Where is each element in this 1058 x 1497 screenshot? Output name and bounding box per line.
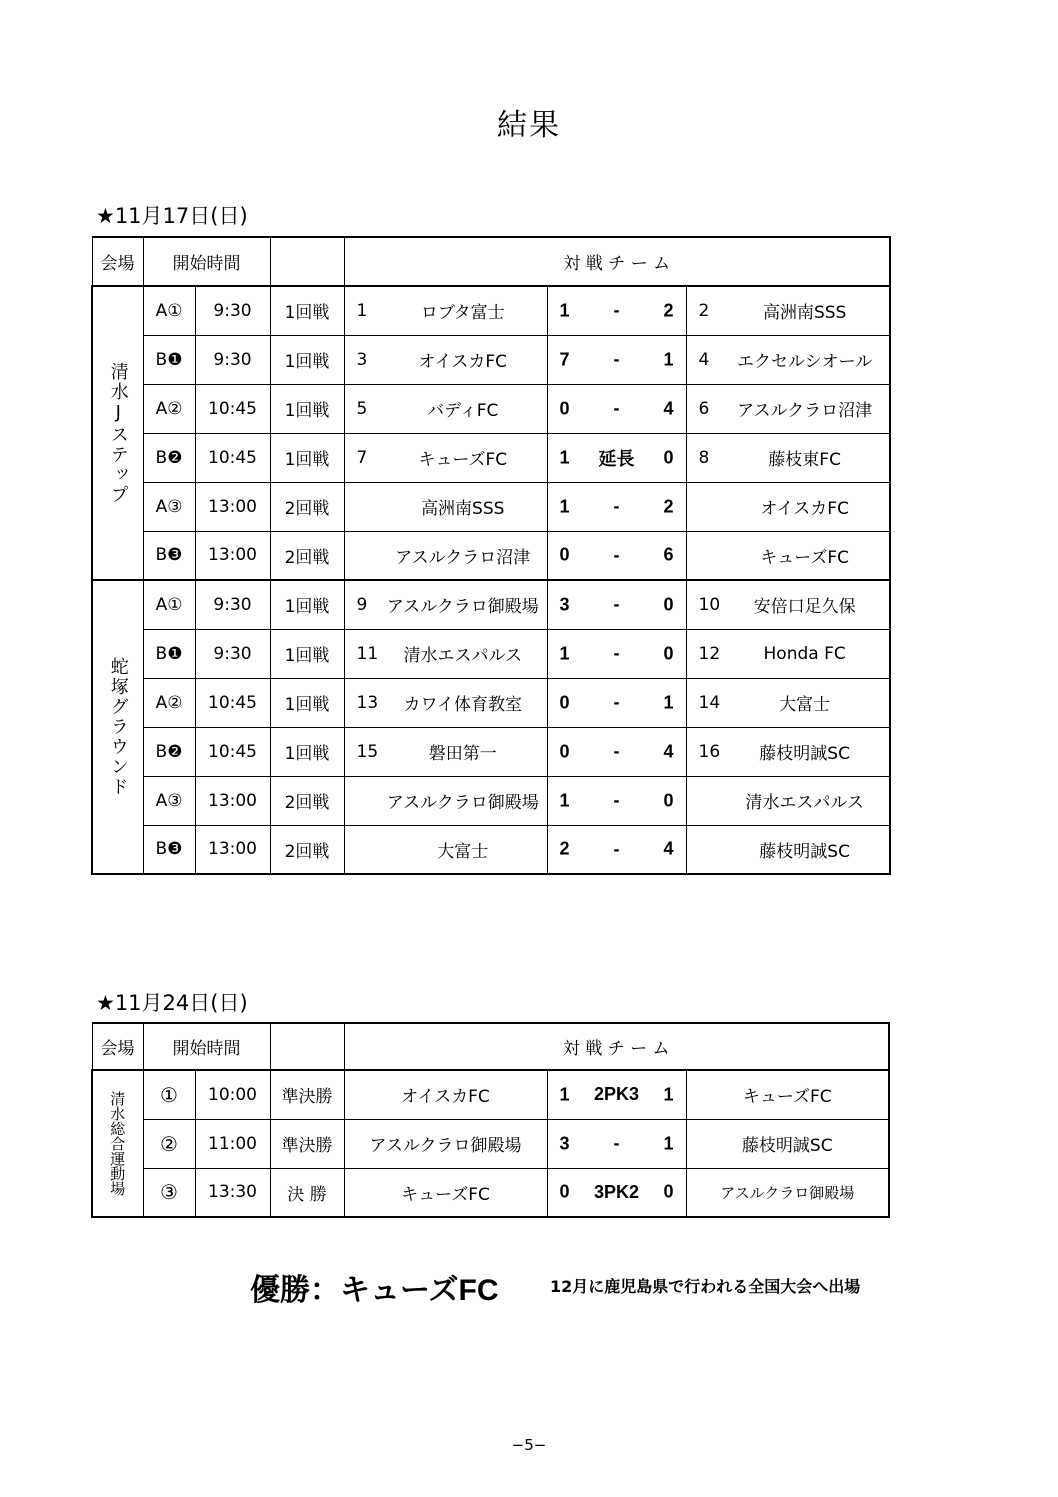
score-team1: 1 [559, 496, 570, 516]
round: 1回戦 [270, 629, 344, 678]
time-header: 開始時間 [143, 237, 270, 286]
match-row [92, 776, 890, 825]
score-team2: 4 [663, 838, 674, 859]
team1-name: アスルクラロ御殿場 [379, 580, 547, 629]
team2-number: 10 [686, 580, 720, 629]
start-time: 11:00 [195, 1119, 270, 1168]
start-time: 13:00 [195, 776, 270, 825]
round: 2回戦 [270, 825, 344, 874]
team1-number: 11 [344, 629, 379, 678]
score-separator: - [613, 349, 620, 369]
team2-name: 安倍口足久保 [720, 580, 890, 629]
score-team2: 0 [663, 790, 674, 810]
venue-name: 清水総合運動場 [92, 1070, 143, 1217]
page-title: 結果 [497, 108, 561, 143]
start-time: 10:45 [195, 384, 270, 433]
round-header [270, 1023, 344, 1070]
score-cell [547, 825, 686, 874]
start-time: 13:00 [195, 531, 270, 580]
team2-name: キューズFC [686, 1070, 889, 1119]
team1-number [344, 531, 379, 580]
score-cell [547, 335, 686, 384]
match-row [92, 286, 890, 335]
score-team1: 0 [559, 544, 570, 565]
pitch-slot: ③ [143, 1168, 195, 1217]
score-team1: 1 [559, 1084, 570, 1105]
round: 1回戦 [270, 384, 344, 433]
team1-number: 1 [344, 286, 379, 335]
team1-name: 磐田第一 [379, 727, 547, 776]
team1-name: オイスカFC [379, 335, 547, 384]
team2-name: エクセルシオール [720, 335, 890, 384]
pitch-slot: A① [143, 580, 195, 629]
score-team2: 1 [663, 692, 674, 712]
score-separator: 2PK3 [593, 1084, 640, 1105]
score-cell [547, 1168, 686, 1217]
venue-name: 蛇塚グラウンド [92, 580, 143, 874]
team2-number: 12 [686, 629, 720, 678]
score-cell [547, 580, 686, 629]
score-team1: 0 [559, 741, 570, 761]
score-team1: 0 [559, 1181, 570, 1202]
team2-name: 藤枝東FC [720, 433, 890, 482]
team2-name: 藤枝明誠SC [720, 825, 890, 874]
team1-number: 5 [344, 384, 379, 433]
score-team2: 0 [663, 643, 674, 663]
venue-name: 清水Jステップ [92, 286, 143, 580]
champion-note: 12月に鹿児島県で行われる全国大会へ出場 [550, 1277, 861, 1296]
round: 1回戦 [270, 727, 344, 776]
match-row [92, 629, 890, 678]
pitch-slot: B❶ [143, 629, 195, 678]
team2-name: Honda FC [720, 629, 890, 678]
score-team1: 1 [559, 790, 570, 810]
start-time: 9:30 [195, 286, 270, 335]
team1-name: カワイ体育教室 [379, 678, 547, 727]
score-separator: - [613, 741, 620, 761]
time-header: 開始時間 [143, 1023, 270, 1070]
score-separator: 延長 [598, 448, 635, 469]
score-team2: 1 [663, 1133, 674, 1153]
team2-number [686, 825, 720, 874]
score-cell [547, 384, 686, 433]
round: 決 勝 [270, 1168, 344, 1217]
round: 準決勝 [270, 1070, 344, 1119]
team1-name: アスルクラロ沼津 [379, 531, 547, 580]
match-row [92, 531, 890, 580]
score-team1: 1 [559, 447, 570, 467]
round: 2回戦 [270, 531, 344, 580]
team1-name: アスルクラロ御殿場 [379, 776, 547, 825]
team2-number: 14 [686, 678, 720, 727]
score-cell [547, 1119, 686, 1168]
score-separator: - [613, 790, 620, 810]
start-time: 10:45 [195, 727, 270, 776]
round: 1回戦 [270, 580, 344, 629]
team2-name: 高洲南SSS [720, 286, 890, 335]
team1-name: オイスカFC [344, 1070, 547, 1119]
round: 2回戦 [270, 776, 344, 825]
pitch-slot: B❶ [143, 335, 195, 384]
team1-number [344, 825, 379, 874]
team2-name: 大富士 [720, 678, 890, 727]
team2-name: アスルクラロ御殿場 [686, 1168, 889, 1217]
team1-name: ロブタ富士 [379, 286, 547, 335]
team1-name: バディFC [379, 384, 547, 433]
team2-name: 清水エスパルス [720, 776, 890, 825]
team1-name: 清水エスパルス [379, 629, 547, 678]
team1-name: 高洲南SSS [379, 482, 547, 531]
score-separator: - [613, 496, 620, 516]
team2-number [686, 482, 720, 531]
score-separator: - [613, 1133, 620, 1153]
score-cell [547, 1070, 686, 1119]
team1-number: 13 [344, 678, 379, 727]
score-cell [547, 531, 686, 580]
team2-number [686, 531, 720, 580]
start-time: 10:00 [195, 1070, 270, 1119]
venue-header: 会場 [92, 237, 143, 286]
score-team2: 4 [663, 398, 674, 418]
match-row [92, 727, 890, 776]
match-row [92, 1070, 889, 1119]
day1-date: ★11月17日(日) [96, 204, 248, 228]
score-separator: - [613, 398, 620, 418]
round: 1回戦 [270, 678, 344, 727]
start-time: 10:45 [195, 433, 270, 482]
champion-banner: 優勝：キューズFC [250, 1274, 499, 1307]
score-team1: 1 [559, 300, 570, 321]
score-cell [547, 776, 686, 825]
day2-date: ★11月24日(日) [96, 991, 248, 1015]
score-team2: 6 [663, 544, 674, 565]
pitch-slot: ② [143, 1119, 195, 1168]
score-team1: 2 [559, 838, 570, 859]
match-row [92, 580, 890, 629]
team2-name: アスルクラロ沼津 [720, 384, 890, 433]
team1-name: キューズFC [344, 1168, 547, 1217]
teams-header: 対 戦 チ ー ム [344, 1023, 889, 1070]
score-cell [547, 727, 686, 776]
team2-number: 2 [686, 286, 720, 335]
team1-name: キューズFC [379, 433, 547, 482]
match-row [92, 482, 890, 531]
round: 1回戦 [270, 335, 344, 384]
score-separator: - [613, 692, 620, 712]
start-time: 13:30 [195, 1168, 270, 1217]
team2-number [686, 776, 720, 825]
pitch-slot: B❷ [143, 433, 195, 482]
score-cell [547, 678, 686, 727]
score-team1: 0 [559, 692, 570, 712]
start-time: 9:30 [195, 580, 270, 629]
team2-number: 4 [686, 335, 720, 384]
pitch-slot: A③ [143, 776, 195, 825]
day1-results-table [91, 236, 891, 875]
team2-number: 8 [686, 433, 720, 482]
pitch-slot: A① [143, 286, 195, 335]
round: 2回戦 [270, 482, 344, 531]
score-team2: 1 [663, 349, 674, 369]
round: 1回戦 [270, 433, 344, 482]
match-row [92, 433, 890, 482]
start-time: 9:30 [195, 629, 270, 678]
score-team2: 0 [663, 447, 674, 467]
score-team1: 3 [559, 1133, 570, 1153]
start-time: 9:30 [195, 335, 270, 384]
score-team2: 2 [663, 300, 674, 321]
score-team1: 0 [559, 398, 570, 418]
pitch-slot: A② [143, 678, 195, 727]
score-cell [547, 629, 686, 678]
day2-results-table [91, 1022, 890, 1218]
team2-number: 16 [686, 727, 720, 776]
score-separator: 3PK2 [593, 1181, 640, 1202]
round: 1回戦 [270, 286, 344, 335]
score-separator: - [613, 594, 620, 615]
score-team2: 0 [663, 1181, 674, 1202]
team2-name: 藤枝明誠SC [686, 1119, 889, 1168]
team1-number: 7 [344, 433, 379, 482]
pitch-slot: B❸ [143, 531, 195, 580]
start-time: 13:00 [195, 825, 270, 874]
score-cell [547, 433, 686, 482]
match-row [92, 335, 890, 384]
match-row [92, 825, 890, 874]
team2-name: オイスカFC [720, 482, 890, 531]
score-team1: 1 [559, 643, 570, 663]
round: 準決勝 [270, 1119, 344, 1168]
pitch-slot: B❷ [143, 727, 195, 776]
pitch-slot: ① [143, 1070, 195, 1119]
team1-name: 大富士 [379, 825, 547, 874]
score-separator: - [613, 643, 620, 663]
match-row [92, 1119, 889, 1168]
start-time: 13:00 [195, 482, 270, 531]
page-number: −5− [511, 1436, 547, 1454]
start-time: 10:45 [195, 678, 270, 727]
score-separator: - [613, 300, 620, 321]
team2-name: 藤枝明誠SC [720, 727, 890, 776]
score-team2: 1 [663, 1084, 674, 1105]
team1-name: アスルクラロ御殿場 [344, 1119, 547, 1168]
team1-number [344, 482, 379, 531]
pitch-slot: B❸ [143, 825, 195, 874]
score-cell [547, 286, 686, 335]
team2-number: 6 [686, 384, 720, 433]
score-cell [547, 482, 686, 531]
venue-header: 会場 [92, 1023, 143, 1070]
score-team2: 4 [663, 741, 674, 761]
team1-number [344, 776, 379, 825]
team1-number: 9 [344, 580, 379, 629]
pitch-slot: A② [143, 384, 195, 433]
score-team1: 7 [559, 349, 570, 369]
team2-name: キューズFC [720, 531, 890, 580]
match-row [92, 1168, 889, 1217]
match-row [92, 678, 890, 727]
score-team2: 0 [663, 594, 674, 615]
score-team1: 3 [559, 594, 570, 615]
score-team2: 2 [663, 496, 674, 516]
match-row [92, 384, 890, 433]
round-header [270, 237, 344, 286]
team1-number: 15 [344, 727, 379, 776]
pitch-slot: A③ [143, 482, 195, 531]
team1-number: 3 [344, 335, 379, 384]
score-separator: - [613, 544, 620, 565]
teams-header: 対 戦 チ ー ム [344, 237, 890, 286]
score-separator: - [613, 838, 620, 859]
